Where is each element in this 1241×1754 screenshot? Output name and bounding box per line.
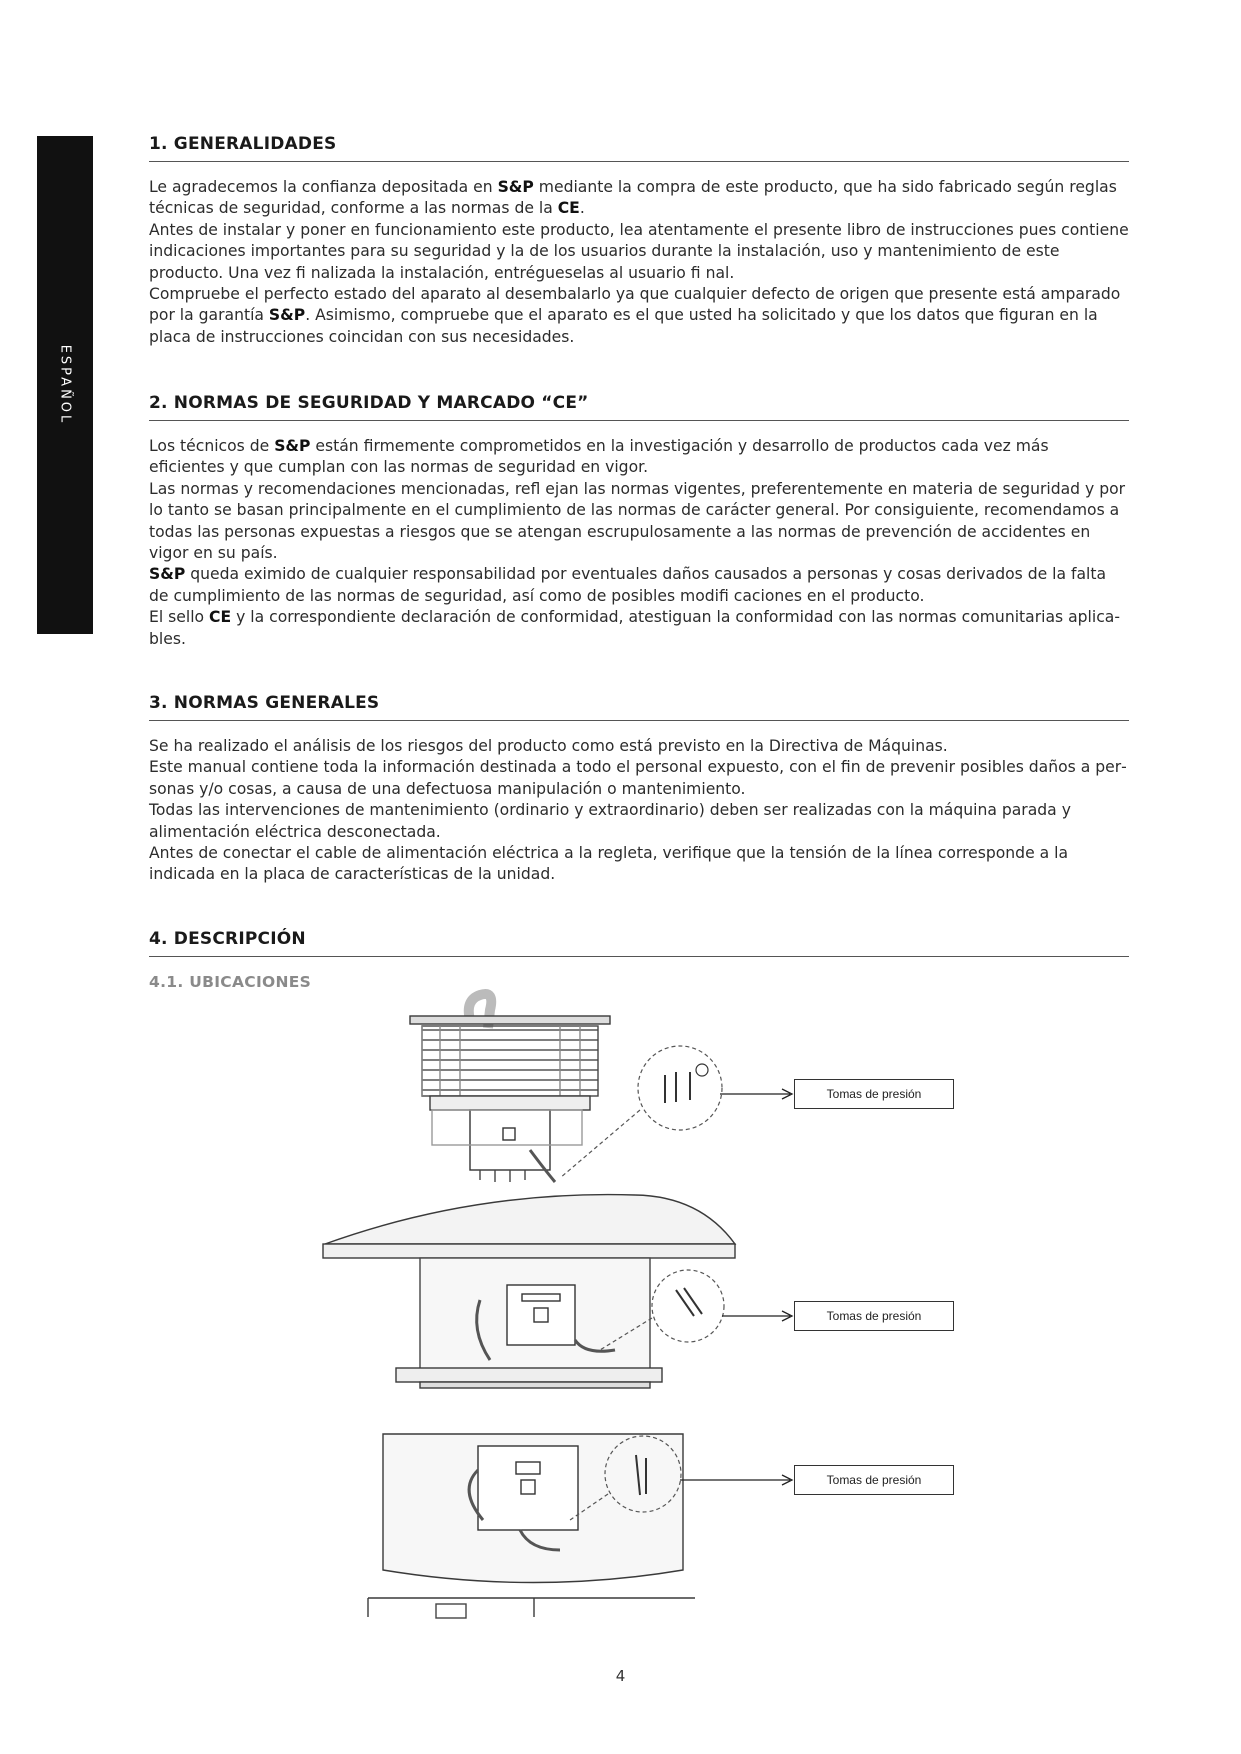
fan-unit-3-illustration bbox=[368, 1434, 695, 1618]
section-title: 2. NORMAS DE SEGURIDAD Y MARCADO “CE” bbox=[149, 393, 1129, 421]
pressure-tap-label-3: Tomas de presión bbox=[794, 1465, 954, 1495]
paragraph: Las normas y recomendaciones mencionadas, refl ejan las normas vigentes, preferentemente en materia de seguridad y por lo tanto se basan principalmente en el cumplimiento de las normas de carácter general. Por consiguiente, recomendamos a todas las personas expuestas a riesgos que se atengan escrupulosamente a las normas de prevención de accidentes en vigor en su país. bbox=[149, 479, 1126, 563]
paragraph: Antes de instalar y poner en funcionamiento este producto, lea atentamente el presente libro de instrucciones pues contiene indicaciones importantes para su seguridad y la de los usuarios durante la instalación, uso y mantenimiento de este producto. Una vez fi nalizada la instalación, entrégueselas al usuario fi nal. bbox=[149, 220, 1129, 282]
paragraph: Los técnicos de S&P están firmemente comprometidos en la investigación y desarrollo de productos cada vez más eficientes y que cumplan con las normas de seguridad en vigor. bbox=[149, 437, 1049, 477]
paragraph: Compruebe el perfecto estado del aparato al desembalarlo ya que cualquier defecto de origen que presente está amparado por la garantía S&P. Asimismo, compruebe que el aparato es el que usted ha solicitado y que los datos que figuran en la placa de instrucciones coincidan con sus necesidades. bbox=[149, 285, 1121, 346]
pressure-tap-label-1: Tomas de presión bbox=[794, 1079, 954, 1109]
section-normas-generales bbox=[149, 693, 1129, 886]
fan-unit-1-illustration bbox=[410, 994, 610, 1182]
section-title: 1. GENERALIDADES bbox=[149, 134, 1129, 162]
paragraph: S&P queda eximido de cualquier responsabilidad por eventuales daños causados a personas y cosas derivados de la falta de cumplimiento de las normas de seguridad, así como de posibles modifi caciones en el producto. bbox=[149, 565, 1107, 605]
language-label: ESPAÑOL bbox=[57, 344, 73, 426]
section-body bbox=[149, 177, 1129, 348]
paragraph: Antes de conectar el cable de alimentación eléctrica a la regleta, verifique que la tensión de la línea corresponde a la indicada en la placa de características de la unidad. bbox=[149, 844, 1069, 884]
paragraph: El sello CE y la correspondiente declaración de conformidad, atestiguan la conformidad con las normas comunitarias aplicables. bbox=[149, 608, 1120, 648]
fan-unit-2-illustration bbox=[323, 1195, 735, 1388]
pressure-tap-label-2: Tomas de presión bbox=[794, 1301, 954, 1331]
section-descripcion bbox=[149, 929, 1129, 957]
section-normas-seguridad bbox=[149, 393, 1129, 650]
section-generalidades bbox=[149, 134, 1129, 348]
section-body bbox=[149, 736, 1129, 886]
paragraph: Se ha realizado el análisis de los riesgos del producto como está previsto en la Directiva de Máquinas. bbox=[149, 737, 948, 755]
detail-circle-1 bbox=[560, 1046, 792, 1178]
detail-circle-2 bbox=[600, 1270, 792, 1350]
detail-circle-3 bbox=[570, 1436, 792, 1520]
paragraph: Todas las intervenciones de mantenimiento (ordinario y extraordinario) deben ser realizadas con la máquina parada y alimentación eléctrica desconectada. bbox=[149, 801, 1071, 841]
section-body bbox=[149, 436, 1129, 650]
page-number: 4 bbox=[615, 1667, 626, 1685]
paragraph: Este manual contiene toda la información destinada a todo el personal expuesto, con el fin de prevenir posibles daños a personas y/o cosas, a causa de una defectuosa manipulación o mantenimiento. bbox=[149, 758, 1127, 798]
section-title: 3. NORMAS GENERALES bbox=[149, 693, 1129, 721]
paragraph: Le agradecemos la confianza depositada en S&P mediante la compra de este producto, que ha sido fabricado según reglas técnicas de seguridad, conforme a las normas de la CE. bbox=[149, 178, 1117, 218]
section-title: 4. DESCRIPCIÓN bbox=[149, 929, 1129, 957]
subsection-title: 4.1. UBICACIONES bbox=[149, 973, 312, 991]
